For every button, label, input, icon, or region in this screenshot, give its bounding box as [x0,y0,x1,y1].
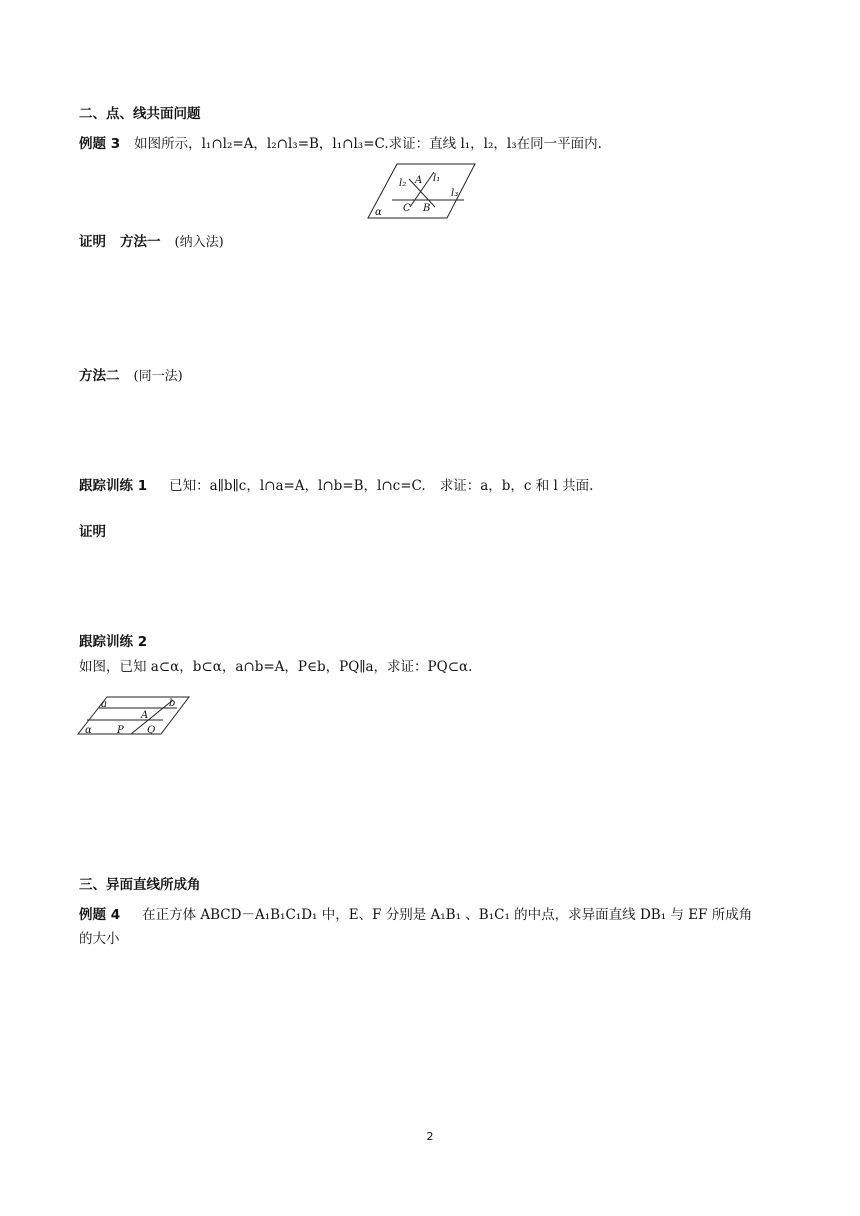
proof-label: 证明 [79,234,106,250]
method-1-note: (纳入法) [174,235,224,250]
page-number: 2 [426,1130,434,1143]
label-P: P [117,725,124,736]
label-alpha-2: α [85,725,92,736]
figure-example-3 [367,163,477,221]
method-1-label: 方法一 [120,234,161,250]
figure-practice-2 [77,696,191,736]
example-4-line-2: 的大小 [79,931,120,947]
method-2-label: 方法二 [79,368,120,384]
example-4-line-1: 在正方体 ABCD－A₁B₁C₁D₁ 中，E、F 分别是 A₁B₁ 、B₁C₁ 的中点，求异面直线 DB₁ 与 EF 所成角 [142,907,753,923]
proof-method-2 [79,366,183,387]
example-4-label: 例题 4 [79,907,121,923]
practice-1 [79,476,593,496]
section-heading-3: 三、异面直线所成角 [79,877,201,893]
practice-1-text: 已知：a∥b∥c，l∩a=A，l∩b=B，l∩c=C. [169,478,426,494]
practice-1-proof-label: 证明 [79,524,106,540]
label-b: b [169,698,176,709]
practice-2-label: 跟踪训练 2 [79,634,148,650]
label-A-2: A [141,710,149,721]
proof-method-1 [79,232,224,253]
label-l3: l₃ [451,188,459,199]
label-l1: l₁ [433,173,441,184]
example-3-label: 例题 3 [79,136,121,152]
label-Q: Q [147,725,156,736]
label-alpha: α [375,207,382,218]
example-3 [79,134,602,154]
section-heading-2: 二、点、线共面问题 [79,106,201,122]
example-3-text: 如图所示，l₁∩l₂=A，l₂∩l₃=B，l₁∩l₃=C.求证：直线 l₁，l₂，l₃在同一平面内. [134,136,602,152]
label-l2: l₂ [399,178,407,189]
practice-2-text: 如图，已知 a⊂α，b⊂α，a∩b=A，P∈b，PQ∥a，求证：PQ⊂α. [79,659,473,675]
label-A: A [415,175,423,186]
label-B: B [423,203,431,214]
label-a: a [101,699,107,710]
label-C: C [403,203,411,214]
practice-1-label: 跟踪训练 1 [79,478,148,494]
example-4 [79,905,752,925]
practice-1-goal: 求证：a，b，c 和 l 共面. [439,478,594,494]
method-2-note: (同一法) [133,369,183,384]
